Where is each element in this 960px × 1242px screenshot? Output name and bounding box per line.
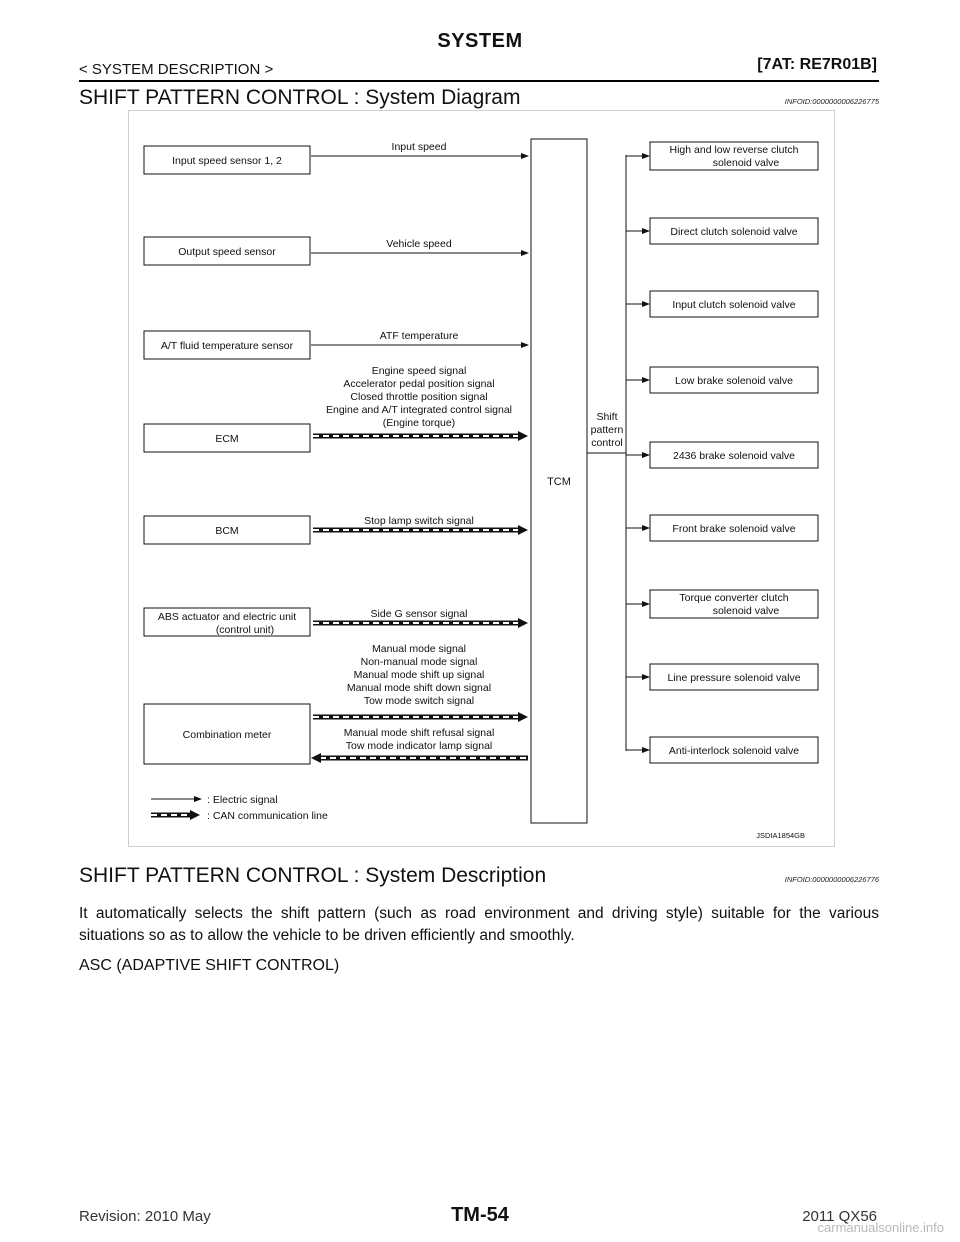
- output-label-2: Input clutch solenoid valve: [672, 299, 796, 311]
- output-label-4: 2436 brake solenoid valve: [672, 450, 796, 462]
- subheading-asc: ASC (ADAPTIVE SHIFT CONTROL): [79, 957, 340, 974]
- watermark: carmanualsonline.info: [817, 1220, 944, 1235]
- description-paragraph: It automatically selects the shift pattern (such as road environment and driving style) suitable for the various situations so as to allow the vehicle to be driven efficiently and smoothly.: [79, 905, 879, 944]
- signal-text-6-0: Manual mode signal: [372, 643, 466, 655]
- can-line-3-head: [518, 431, 528, 441]
- input-label-4: BCM: [215, 525, 239, 537]
- input-label-6: Combination meter: [182, 729, 272, 741]
- model-code: [7AT: RE7R01B]: [757, 56, 877, 73]
- signal-text-6-1: Non-manual mode signal: [360, 656, 478, 668]
- can-return-line-head: [311, 753, 321, 763]
- output-label-6-1: solenoid valve: [712, 605, 780, 617]
- can-line-4-head: [518, 525, 528, 535]
- legend-can-text: : CAN communication line: [207, 810, 328, 822]
- can-line-5-head: [518, 618, 528, 628]
- tcm-label: TCM: [547, 476, 571, 488]
- revision-text: Revision: 2010 May: [79, 1208, 211, 1225]
- input-label-0: Input speed sensor 1, 2: [172, 155, 282, 167]
- output-label-1: Direct clutch solenoid valve: [670, 226, 798, 238]
- signal-text-4-0: Stop lamp switch signal: [364, 515, 474, 527]
- signal-text-3-1: Accelerator pedal position signal: [343, 378, 495, 390]
- output-label-0-0: High and low reverse clutch: [669, 144, 799, 156]
- control-label-0: Shift: [596, 411, 618, 423]
- input-label2-5: (control unit): [215, 624, 275, 636]
- info-id-diagram: INFOID:0000000006226775: [784, 97, 879, 106]
- signal-text-6-4: Tow mode switch signal: [363, 695, 475, 707]
- can-line-6-head: [518, 712, 528, 722]
- system-diagram: [128, 110, 835, 847]
- page-number: TM-54: [451, 1204, 509, 1226]
- control-label-2: control: [591, 437, 623, 449]
- return-signal-text-0: Manual mode shift refusal signal: [343, 727, 495, 739]
- input-label-1: Output speed sensor: [178, 246, 276, 258]
- return-signal-text-1: Tow mode indicator lamp signal: [345, 740, 493, 752]
- section-heading-diagram: SHIFT PATTERN CONTROL : System Diagram: [79, 86, 521, 109]
- breadcrumb: < SYSTEM DESCRIPTION >: [79, 61, 274, 78]
- output-label-0-1: solenoid valve: [712, 157, 780, 169]
- signal-text-5-0: Side G sensor signal: [370, 608, 468, 620]
- signal-text-6-2: Manual mode shift up signal: [353, 669, 485, 681]
- signal-text-2-0: ATF temperature: [379, 330, 459, 342]
- output-label-8: Anti-interlock solenoid valve: [668, 745, 800, 757]
- signal-text-3-4: (Engine torque): [382, 417, 456, 429]
- input-label-3: ECM: [215, 433, 239, 445]
- signal-text-1-0: Vehicle speed: [386, 238, 452, 250]
- model-year: 2011 QX56: [802, 1208, 877, 1225]
- header-divider: [79, 80, 879, 82]
- legend-can-head: [190, 810, 200, 820]
- input-label-5: ABS actuator and electric unit: [157, 611, 297, 623]
- legend-electric-text: : Electric signal: [207, 794, 278, 806]
- signal-text-0-0: Input speed: [391, 141, 447, 153]
- signal-text-3-0: Engine speed signal: [371, 365, 467, 377]
- system-diagram-svg: [129, 111, 834, 846]
- output-label-7: Line pressure solenoid valve: [667, 672, 801, 684]
- section-heading-description: SHIFT PATTERN CONTROL : System Description: [79, 864, 547, 887]
- output-label-5: Front brake solenoid valve: [672, 523, 796, 535]
- output-label-3: Low brake solenoid valve: [675, 375, 793, 387]
- signal-text-3-3: Engine and A/T integrated control signal: [325, 404, 513, 416]
- signal-text-6-3: Manual mode shift down signal: [346, 682, 492, 694]
- signal-text-3-2: Closed throttle position signal: [350, 391, 488, 403]
- figure-id: JSDIA1854GB: [756, 831, 805, 840]
- input-label-2: A/T fluid temperature sensor: [160, 340, 294, 352]
- output-label-6-0: Torque converter clutch: [679, 592, 789, 604]
- page-title: SYSTEM: [437, 30, 523, 52]
- control-label-1: pattern: [590, 424, 624, 436]
- info-id-description: INFOID:0000000006226776: [784, 875, 879, 884]
